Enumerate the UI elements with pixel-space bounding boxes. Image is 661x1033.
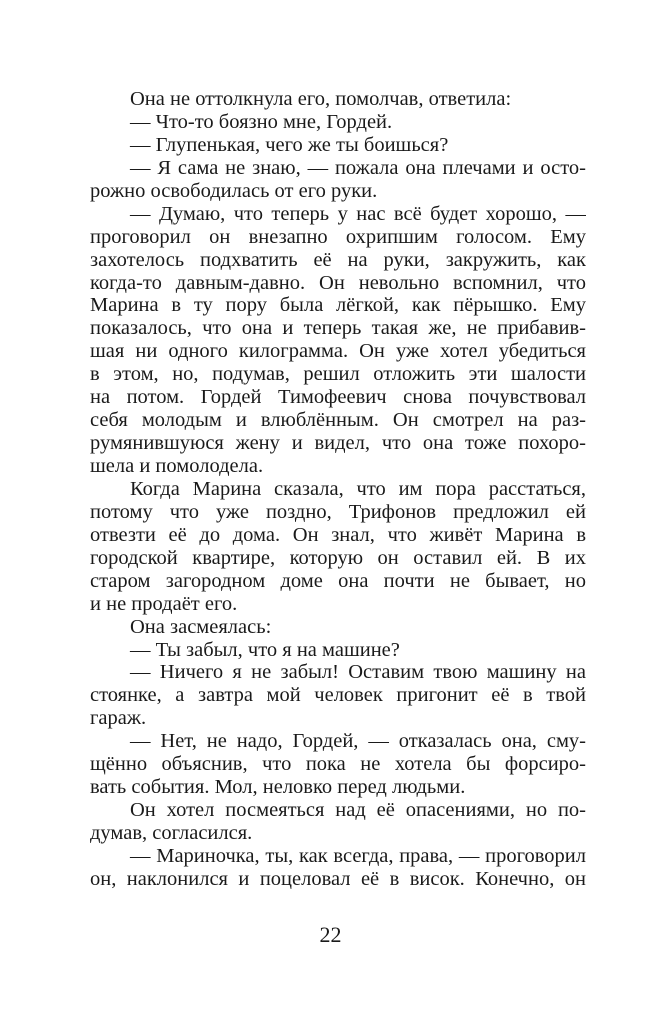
text-line: Когда Марина сказала, что им пора расстаться, <box>130 477 586 500</box>
text-line: щённо объяснив, что пока не хотела бы форсиро- <box>90 753 586 776</box>
text-line: — Что-то боязно мне, Гордей. <box>130 110 393 133</box>
text-line: думав, согласился. <box>90 822 253 844</box>
text-line: старом загородном доме она почти не бывает, но <box>90 569 586 592</box>
text-line: себя молодым и влюблённым. Он смотрел на раз- <box>90 409 586 432</box>
text-line: он, наклонился и поцеловал её в висок. Конечно, он <box>90 867 586 890</box>
text-line: потому что уже поздно, Трифонов предложил ей <box>90 500 586 523</box>
text-line: в этом, но, подумав, решил отложить эти шалости <box>90 363 586 386</box>
text-line: на потом. Гордей Тимофеевич снова почувствовал <box>90 386 586 409</box>
text-line: — Я сама не знаю, — пожала она плечами и осто- <box>130 156 586 179</box>
text-line: когда-то давным-давно. Он невольно вспомнил, что <box>90 271 586 294</box>
text-line: Она не оттолкнула его, помолчав, ответила: <box>130 88 512 110</box>
text-line: и не продаёт его. <box>90 592 238 615</box>
text-line: Марина в ту пору была лёгкой, как пёрышко. Ему <box>90 294 586 317</box>
text-line: шая ни одного килограмма. Он уже хотел убедиться <box>90 340 586 363</box>
text-line: стоянке, а завтра мой человек пригонит её в твой <box>90 684 586 707</box>
text-line: захотелось подхватить её на руки, закружить, как <box>90 248 586 271</box>
page-number: 22 <box>319 922 342 947</box>
text-line: — Мариночка, ты, как всегда, права, — проговорил <box>130 844 586 867</box>
text-line: гараж. <box>90 707 147 730</box>
text-line: — Нет, не надо, Гордей, — отказалась она, сму- <box>130 730 586 753</box>
text-line: показалось, что она и теперь такая же, не прибавив- <box>90 317 586 340</box>
text-line: проговорил он внезапно охрипшим голосом. Ему <box>90 225 586 248</box>
text-line: Она засмеялась: <box>130 615 272 638</box>
text-line: шела и помолодела. <box>90 455 264 477</box>
text-line: — Ты забыл, что я на машине? <box>130 638 400 661</box>
text-line: Он хотел посмеяться над её опасениями, но по- <box>130 799 586 822</box>
text-line: отвезти её до дома. Он знал, что живёт Марина в <box>90 523 586 546</box>
text-line: вать события. Мол, неловко перед людьми. <box>90 776 466 799</box>
text-line: — Думаю, что теперь у нас всё будет хорошо, — <box>130 202 586 225</box>
text-line: — Глупенькая, чего же ты боишься? <box>130 133 449 156</box>
text-line: рожно освободилась от его руки. <box>90 179 378 202</box>
text-line: румянившуюся жену и видел, что она тоже похоро- <box>90 432 586 455</box>
text-line: городской квартире, которую он оставил ей. В их <box>90 546 586 569</box>
page-text <box>90 88 586 891</box>
text-line: — Ничего я не забыл! Оставим твою машину на <box>130 661 586 684</box>
